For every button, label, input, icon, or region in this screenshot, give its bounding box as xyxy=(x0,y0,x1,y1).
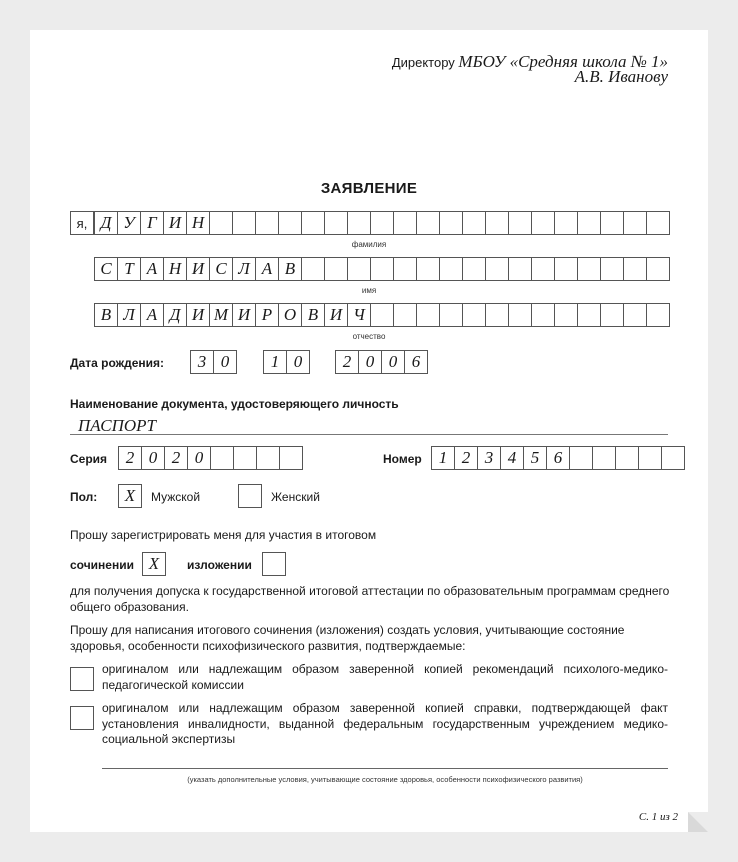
document-value: ПАСПОРТ xyxy=(70,416,668,435)
surname-cell[interactable] xyxy=(255,211,279,235)
given-name-cell[interactable]: А xyxy=(140,257,164,281)
number-cells xyxy=(431,446,685,470)
surname-cell[interactable]: Н xyxy=(186,211,210,235)
birth-month-cell[interactable]: 1 xyxy=(263,350,287,374)
presentation-label: изложении xyxy=(187,558,252,572)
given-name-cell[interactable] xyxy=(324,257,348,281)
surname-prefix: я, xyxy=(70,211,94,235)
series-cell[interactable]: 0 xyxy=(141,446,165,470)
female-label: Женский xyxy=(271,490,320,504)
surname-cell[interactable] xyxy=(370,211,394,235)
given-name-cell[interactable] xyxy=(393,257,417,281)
given-name-cell[interactable] xyxy=(301,257,325,281)
birth-year-cell[interactable]: 0 xyxy=(381,350,405,374)
addressee-prefix: Директору xyxy=(391,55,455,70)
surname-cell[interactable] xyxy=(646,211,670,235)
patronymic-cell[interactable] xyxy=(508,303,532,327)
given-name-cell[interactable] xyxy=(531,257,555,281)
patronymic-cell[interactable]: И xyxy=(324,303,348,327)
patronymic-cell[interactable] xyxy=(646,303,670,327)
patronymic-cell[interactable]: В xyxy=(94,303,118,327)
surname-cell[interactable] xyxy=(209,211,233,235)
given-name-cell[interactable] xyxy=(347,257,371,281)
page-curl xyxy=(688,812,708,832)
page-number: С. 1 из 2 xyxy=(638,811,678,823)
patronymic-cell[interactable] xyxy=(531,303,555,327)
given-name-cell[interactable]: Т xyxy=(117,257,141,281)
surname-cell[interactable] xyxy=(301,211,325,235)
number-cell[interactable] xyxy=(661,446,685,470)
surname-cell[interactable]: Г xyxy=(140,211,164,235)
extra-conditions-line[interactable] xyxy=(102,768,668,769)
series-cell[interactable] xyxy=(210,446,234,470)
birth-day-cells xyxy=(190,350,237,374)
number-cell[interactable] xyxy=(592,446,616,470)
surname-cell[interactable] xyxy=(324,211,348,235)
surname-cell[interactable] xyxy=(508,211,532,235)
series-cells xyxy=(118,446,303,470)
given-name-cell[interactable]: В xyxy=(278,257,302,281)
number-cell[interactable] xyxy=(638,446,662,470)
series-cell[interactable]: 2 xyxy=(164,446,188,470)
surname-cell[interactable] xyxy=(347,211,371,235)
series-cell[interactable]: 0 xyxy=(187,446,211,470)
surname-cell[interactable]: У xyxy=(117,211,141,235)
birth-year-cell[interactable]: 0 xyxy=(358,350,382,374)
surname-cell[interactable] xyxy=(554,211,578,235)
surname-cell[interactable] xyxy=(416,211,440,235)
given-name-cell[interactable]: А xyxy=(255,257,279,281)
document-label: Наименование документа, удостоверяющего личность xyxy=(70,397,399,411)
essay-checkbox[interactable]: X xyxy=(142,552,166,576)
female-checkbox[interactable] xyxy=(238,484,262,508)
given-name-cell[interactable]: И xyxy=(186,257,210,281)
patronymic-cell[interactable] xyxy=(600,303,624,327)
birth-year-cell[interactable]: 6 xyxy=(404,350,428,374)
disability-checkbox[interactable] xyxy=(70,706,94,730)
disability-option-text: оригиналом или надлежащим образом заверенной копией справки, подтверждающей факт установления инвалидности, выданной федеральным государственным учреждением медико-социальной экспертизы xyxy=(102,701,668,746)
given-name-caption: имя xyxy=(361,286,377,295)
given-name-cell[interactable]: Л xyxy=(232,257,256,281)
number-label: Номер xyxy=(383,452,422,466)
number-cell[interactable]: 4 xyxy=(500,446,524,470)
patronymic-cell[interactable] xyxy=(439,303,463,327)
patronymic-cell[interactable] xyxy=(370,303,394,327)
surname-cell[interactable] xyxy=(577,211,601,235)
surname-cell[interactable]: И xyxy=(163,211,187,235)
number-cell[interactable]: 5 xyxy=(523,446,547,470)
given-name-cell[interactable] xyxy=(485,257,509,281)
male-label: Мужской xyxy=(151,490,201,504)
surname-cell[interactable] xyxy=(393,211,417,235)
surname-cell[interactable] xyxy=(462,211,486,235)
essay-label: сочинении xyxy=(70,558,134,572)
addressee-name: А.В. Иванову xyxy=(574,67,668,86)
birth-year-cells xyxy=(335,350,428,374)
patronymic-cell[interactable]: О xyxy=(278,303,302,327)
birth-month-cell[interactable]: 0 xyxy=(286,350,310,374)
gender-label: Пол: xyxy=(70,490,98,504)
number-cell[interactable]: 3 xyxy=(477,446,501,470)
given-name-cell[interactable] xyxy=(508,257,532,281)
patronymic-cell[interactable]: Р xyxy=(255,303,279,327)
patronymic-cell[interactable]: В xyxy=(301,303,325,327)
patronymic-cell[interactable]: Ч xyxy=(347,303,371,327)
presentation-checkbox[interactable] xyxy=(262,552,286,576)
patronymic-cell[interactable] xyxy=(554,303,578,327)
addressee-school: МБОУ «Средняя школа № 1» xyxy=(458,52,668,71)
patronymic-cell[interactable]: М xyxy=(209,303,233,327)
number-cell[interactable] xyxy=(569,446,593,470)
birth-year-cell[interactable]: 2 xyxy=(335,350,359,374)
birth-date-label: Дата рождения: xyxy=(70,356,165,370)
number-cell[interactable] xyxy=(615,446,639,470)
number-cell[interactable]: 6 xyxy=(546,446,570,470)
series-cell[interactable]: 2 xyxy=(118,446,142,470)
patronymic-cell[interactable]: И xyxy=(186,303,210,327)
request-line-1: Прошу зарегистрировать меня для участия в итоговом xyxy=(70,528,377,542)
patronymic-cell[interactable] xyxy=(393,303,417,327)
extra-conditions-hint: (указать дополнительные условия, учитывающие состояние здоровья, особенности психофизического развития) xyxy=(187,775,583,784)
patronymic-cells xyxy=(94,303,670,327)
patronymic-cell[interactable] xyxy=(623,303,647,327)
birth-day-cell[interactable]: 0 xyxy=(213,350,237,374)
given-name-cell[interactable] xyxy=(462,257,486,281)
given-name-cells xyxy=(94,257,670,281)
series-cell[interactable] xyxy=(256,446,280,470)
surname-cell[interactable] xyxy=(439,211,463,235)
given-name-cell[interactable] xyxy=(623,257,647,281)
surname-cell[interactable] xyxy=(600,211,624,235)
given-name-cell[interactable] xyxy=(554,257,578,281)
series-cell[interactable] xyxy=(233,446,257,470)
surname-caption: фамилия xyxy=(351,240,387,249)
male-checkbox[interactable]: X xyxy=(118,484,142,508)
conditions-intro: Прошу для написания итогового сочинения (изложения) создать условия, учитывающие состояние здоровья, особенности психофизического развития, подтверждаемые: xyxy=(70,623,625,653)
surname-cells xyxy=(70,211,670,235)
number-cell[interactable]: 2 xyxy=(454,446,478,470)
patronymic-cell[interactable]: А xyxy=(140,303,164,327)
given-name-cell[interactable] xyxy=(416,257,440,281)
pmpk-option-text: оригиналом или надлежащим образом заверенной копией рекомендаций психолого-медико-педагогической комиссии xyxy=(102,662,668,692)
request-line-2: для получения допуска к государственной итоговой аттестации по образовательным программам среднего общего образования. xyxy=(70,584,670,614)
given-name-cell[interactable] xyxy=(577,257,601,281)
given-name-cell[interactable] xyxy=(646,257,670,281)
given-name-cell[interactable] xyxy=(439,257,463,281)
patronymic-caption: отчество xyxy=(352,332,386,341)
given-name-cell[interactable]: С xyxy=(94,257,118,281)
given-name-cell[interactable]: Н xyxy=(163,257,187,281)
patronymic-cell[interactable] xyxy=(462,303,486,327)
patronymic-cell[interactable]: Л xyxy=(117,303,141,327)
surname-cell[interactable] xyxy=(232,211,256,235)
given-name-cell[interactable] xyxy=(370,257,394,281)
given-name-cell[interactable] xyxy=(600,257,624,281)
surname-cell[interactable] xyxy=(531,211,555,235)
patronymic-cell[interactable] xyxy=(485,303,509,327)
surname-cell[interactable]: Д xyxy=(94,211,118,235)
given-name-cell[interactable]: С xyxy=(209,257,233,281)
patronymic-cell[interactable] xyxy=(416,303,440,327)
patronymic-cell[interactable]: Д xyxy=(163,303,187,327)
series-cell[interactable] xyxy=(279,446,303,470)
birth-day-cell[interactable]: 3 xyxy=(190,350,214,374)
surname-cell[interactable] xyxy=(278,211,302,235)
pmpk-checkbox[interactable] xyxy=(70,667,94,691)
patronymic-cell[interactable] xyxy=(577,303,601,327)
number-cell[interactable]: 1 xyxy=(431,446,455,470)
birth-month-cells xyxy=(263,350,310,374)
series-label: Серия xyxy=(70,452,108,466)
patronymic-cell[interactable]: И xyxy=(232,303,256,327)
surname-cell[interactable] xyxy=(623,211,647,235)
surname-cell[interactable] xyxy=(485,211,509,235)
form-title: ЗАЯВЛЕНИЕ xyxy=(320,180,418,197)
